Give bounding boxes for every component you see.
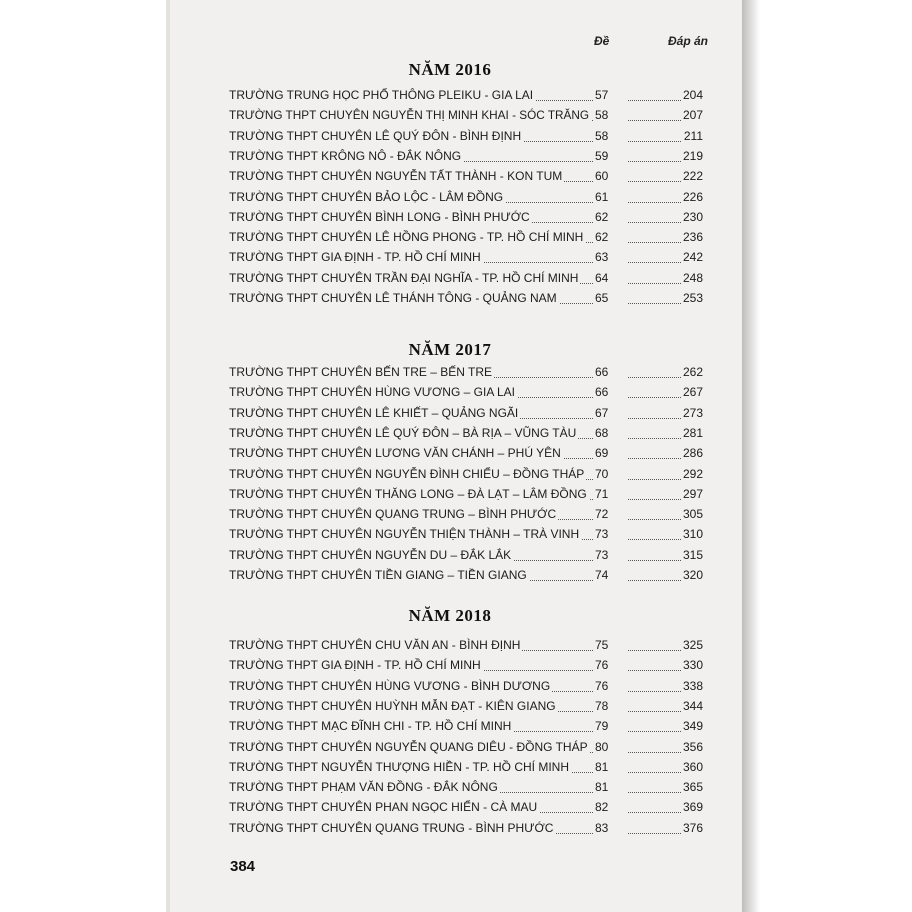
de-page-number: 80 — [593, 738, 627, 756]
toc-entry — [229, 147, 703, 165]
de-page-number: 59 — [593, 147, 627, 165]
school-name: TRƯỜNG THPT PHẠM VĂN ĐỒNG - ĐẮK NÔNG — [229, 780, 498, 795]
toc-entry — [229, 546, 703, 564]
dap-an-page-number: 219 — [682, 148, 703, 163]
de-page-number: 62 — [593, 208, 627, 226]
school-name: TRƯỜNG THPT CHUYÊN PHAN NGỌC HIỂN - CÀ MAU — [229, 800, 538, 815]
school-name: TRƯỜNG THPT CHUYÊN NGUYỄN ĐÌNH CHIỂU – ĐỒNG THÁP — [229, 466, 585, 481]
school-name: TRƯỜNG THPT CHUYÊN NGUYỄN THIỆN THÀNH – TRÀ VINH — [229, 527, 580, 542]
toc-entry — [229, 424, 703, 442]
year-heading — [0, 340, 912, 360]
school-name: TRƯỜNG THPT CHUYÊN LÊ QUÝ ĐÔN - BÌNH ĐỊNH — [229, 128, 522, 143]
dap-an-page-number: 267 — [682, 385, 703, 400]
school-name: TRƯỜNG THPT CHUYÊN HÙNG VƯƠNG - BÌNH DƯƠNG — [229, 678, 551, 693]
toc-entry — [229, 656, 703, 674]
dap-an-page-number: 360 — [682, 759, 703, 774]
year-heading-text: NĂM 2017 — [408, 340, 492, 359]
page-left-edge — [166, 0, 170, 912]
de-page-number: 81 — [593, 758, 627, 776]
column-header-de: Đề — [594, 34, 610, 48]
de-page-number: 82 — [593, 798, 627, 816]
toc-entry — [229, 525, 703, 543]
dap-an-page-number: 230 — [682, 209, 703, 224]
school-name: TRƯỜNG THPT MẠC ĐĨNH CHI - TP. HỒ CHÍ MINH — [229, 719, 512, 734]
school-name: TRƯỜNG THPT CHUYÊN NGUYỄN THỊ MINH KHAI - SÓC TRĂNG — [229, 108, 590, 123]
de-page-number: 70 — [593, 465, 627, 483]
year-heading-text: NĂM 2018 — [408, 606, 492, 625]
toc-entry — [229, 465, 703, 483]
dap-an-page-number: 211 — [683, 128, 703, 143]
school-name: TRƯỜNG THPT CHUYÊN LÊ KHIẾT – QUẢNG NGÃI — [229, 405, 519, 420]
toc-entry — [229, 269, 703, 287]
dap-an-page-number: 297 — [682, 486, 703, 501]
school-name: TRƯỜNG THPT CHUYÊN BẢO LỘC - LÂM ĐỒNG — [229, 189, 504, 204]
school-name: TRƯỜNG THPT NGUYỄN THƯỢNG HIỀN - TP. HỒ CHÍ MINH — [229, 759, 569, 774]
toc-entry — [229, 106, 703, 124]
de-page-number: 64 — [593, 269, 627, 287]
toc-entry — [229, 819, 703, 837]
de-page-number: 72 — [593, 505, 627, 523]
dap-an-page-number: 281 — [682, 425, 703, 440]
school-name: TRƯỜNG THPT GIA ĐỊNH - TP. HỒ CHÍ MINH — [229, 658, 481, 673]
school-name: TRƯỜNG THPT CHUYÊN HÙNG VƯƠNG – GIA LAI — [229, 385, 516, 400]
school-name: TRƯỜNG THPT CHUYÊN THĂNG LONG – ĐÀ LẠT – LÂM ĐỒNG — [229, 486, 587, 501]
de-page-number: 73 — [593, 546, 627, 564]
school-name: TRƯỜNG THPT CHUYÊN QUANG TRUNG - BÌNH PHƯỚC — [229, 820, 554, 835]
dap-an-page-number: 248 — [682, 270, 703, 285]
toc-entry — [229, 677, 703, 695]
toc-entry — [229, 636, 703, 654]
school-name: TRƯỜNG THPT CHUYÊN NGUYỄN QUANG DIÊU - ĐỒNG THÁP — [229, 739, 588, 754]
school-name: TRƯỜNG THPT CHUYÊN BÌNH LONG - BÌNH PHƯỚC — [229, 209, 530, 224]
dap-an-page-number: 242 — [682, 250, 703, 265]
toc-entry — [229, 363, 703, 381]
toc-entry — [229, 444, 703, 462]
toc-entry — [229, 86, 703, 104]
toc-entry — [229, 383, 703, 401]
school-name: TRƯỜNG THPT CHUYÊN NGUYỄN DU – ĐẮK LẮK — [229, 547, 512, 562]
dap-an-page-number: 204 — [682, 88, 703, 102]
dap-an-page-number: 315 — [682, 547, 703, 562]
school-name: TRƯỜNG THPT CHUYÊN TIỀN GIANG – TIỀN GIANG — [229, 568, 527, 582]
de-page-number: 66 — [593, 383, 627, 401]
dap-an-page-number: 356 — [682, 739, 703, 754]
school-name: TRƯỜNG THPT CHUYÊN TRẦN ĐẠI NGHĨA - TP. HỒ CHÍ MINH — [229, 270, 579, 285]
de-page-number: 58 — [593, 127, 627, 145]
dap-an-page-number: 286 — [682, 446, 703, 461]
dap-an-page-number: 365 — [682, 780, 703, 795]
de-page-number: 78 — [593, 697, 627, 715]
toc-entry — [229, 778, 703, 796]
school-name: TRƯỜNG THPT CHUYÊN CHU VĂN AN - BÌNH ĐỊNH — [229, 638, 521, 652]
de-page-number: 68 — [593, 424, 627, 442]
dap-an-page-number: 253 — [682, 291, 703, 305]
school-name: TRƯỜNG THPT CHUYÊN LÊ HỒNG PHONG - TP. HỒ CHÍ MINH — [229, 230, 584, 245]
year-heading — [0, 60, 912, 80]
toc-entry — [229, 798, 703, 816]
page-edge-shadow — [742, 0, 760, 912]
toc-entry — [229, 404, 703, 422]
toc-entry — [229, 208, 703, 226]
de-page-number: 79 — [593, 717, 627, 735]
school-name: TRƯỜNG THPT CHUYÊN LƯƠNG VĂN CHÁNH – PHÚ YÊN — [229, 446, 561, 461]
de-page-number: 67 — [593, 404, 627, 422]
toc-entry — [229, 248, 703, 266]
de-page-number: 75 — [593, 636, 627, 654]
dap-an-page-number: 376 — [682, 820, 703, 835]
toc-entry — [229, 167, 703, 185]
de-page-number: 57 — [593, 86, 627, 104]
dap-an-page-number: 330 — [682, 658, 703, 673]
toc-entry — [229, 228, 703, 246]
toc-entry — [229, 566, 703, 584]
toc-entry — [229, 758, 703, 776]
de-page-number: 73 — [593, 525, 627, 543]
de-page-number: 66 — [593, 363, 627, 381]
toc-entry — [229, 717, 703, 735]
school-name: TRƯỜNG THPT KRÔNG NÔ - ĐẮK NÔNG — [229, 148, 462, 163]
dap-an-page-number: 226 — [682, 189, 703, 204]
de-page-number: 63 — [593, 248, 627, 266]
school-name: TRƯỜNG TRUNG HỌC PHỔ THÔNG PLEIKU - GIA LAI — [229, 88, 534, 102]
dap-an-page-number: 320 — [682, 568, 703, 582]
dap-an-page-number: 325 — [682, 638, 703, 652]
column-header-dap-an: Đáp án — [668, 34, 709, 48]
school-name: TRƯỜNG THPT CHUYÊN BẾN TRE – BẾN TRE — [229, 365, 493, 379]
toc-entry — [229, 127, 703, 145]
dap-an-page-number: 273 — [682, 405, 703, 420]
de-page-number: 83 — [593, 819, 627, 837]
toc-entry — [229, 188, 703, 206]
dap-an-page-number: 338 — [682, 678, 703, 693]
school-name: TRƯỜNG THPT CHUYÊN NGUYỄN TẤT THÀNH - KON TUM — [229, 169, 563, 184]
de-page-number: 76 — [593, 656, 627, 674]
dap-an-page-number: 236 — [682, 230, 703, 245]
school-name: TRƯỜNG THPT CHUYÊN HUỲNH MẪN ĐẠT - KIÊN GIANG — [229, 698, 556, 713]
dap-an-page-number: 262 — [682, 365, 703, 379]
de-page-number: 76 — [593, 677, 627, 695]
dap-an-page-number: 222 — [682, 169, 703, 184]
de-page-number: 74 — [593, 566, 627, 584]
school-name: TRƯỜNG THPT CHUYÊN QUANG TRUNG – BÌNH PHƯỚC — [229, 507, 557, 522]
page-number: 384 — [230, 858, 256, 875]
toc-entry — [229, 738, 703, 756]
school-name: TRƯỜNG THPT CHUYÊN LÊ QUÝ ĐÔN – BÀ RỊA – VŨNG TÀU — [229, 425, 577, 440]
dap-an-page-number: 207 — [682, 108, 703, 123]
dap-an-page-number: 292 — [682, 466, 703, 481]
de-page-number: 81 — [593, 778, 627, 796]
year-heading — [0, 606, 912, 626]
dap-an-page-number: 349 — [682, 719, 703, 734]
toc-entry — [229, 289, 703, 307]
dap-an-page-number: 344 — [682, 698, 703, 713]
dap-an-page-number: 310 — [682, 527, 703, 542]
de-page-number: 58 — [593, 106, 627, 124]
school-name: TRƯỜNG THPT CHUYÊN LÊ THÁNH TÔNG - QUẢNG NAM — [229, 291, 557, 305]
de-page-number: 62 — [593, 228, 627, 246]
toc-entry — [229, 485, 703, 503]
toc-entry — [229, 505, 703, 523]
dap-an-page-number: 305 — [682, 507, 703, 522]
dap-an-page-number: 369 — [682, 800, 703, 815]
de-page-number: 60 — [593, 167, 627, 185]
school-name: TRƯỜNG THPT GIA ĐỊNH - TP. HỒ CHÍ MINH — [229, 250, 481, 265]
de-page-number: 71 — [593, 485, 627, 503]
de-page-number: 69 — [593, 444, 627, 462]
toc-entry — [229, 697, 703, 715]
year-heading-text: NĂM 2016 — [408, 60, 492, 79]
de-page-number: 61 — [593, 188, 627, 206]
de-page-number: 65 — [593, 289, 627, 307]
